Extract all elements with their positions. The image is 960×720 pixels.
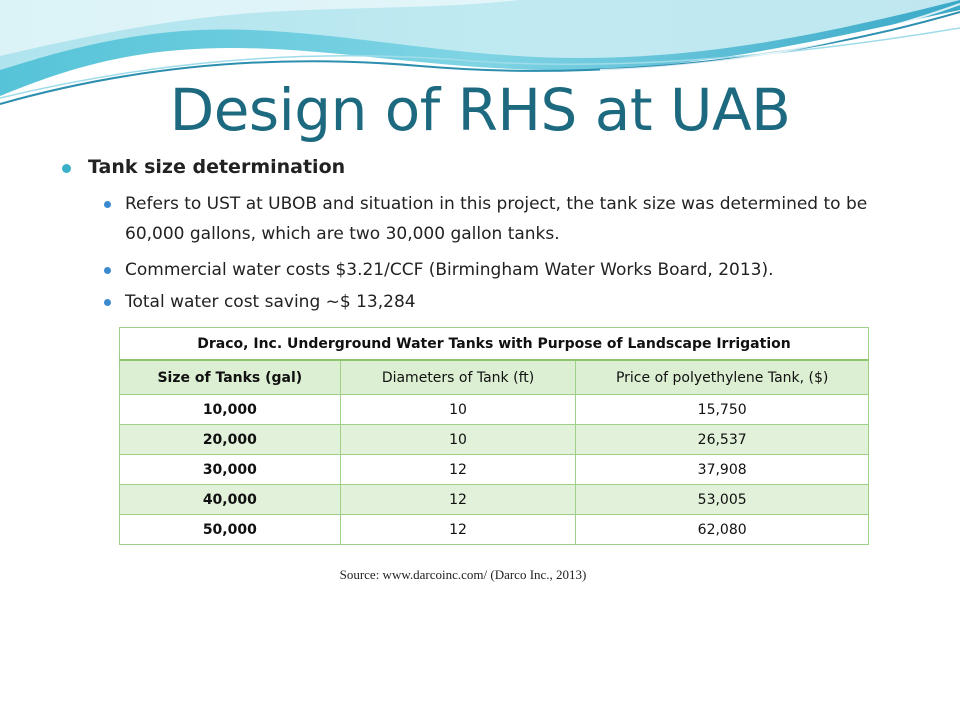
table-row	[120, 395, 869, 425]
cell-price: 62,080	[576, 515, 869, 545]
table-row	[120, 425, 869, 455]
slide-title: Design of RHS at UAB	[169, 76, 791, 144]
sub-bullet-3	[104, 287, 874, 317]
cell-price: 26,537	[576, 425, 869, 455]
cell-diameter: 10	[340, 425, 576, 455]
sub-bullet-dot-icon	[104, 299, 111, 306]
table-header-row	[120, 360, 869, 395]
cell-size: 10,000	[120, 395, 341, 425]
header-size: Size of Tanks (gal)	[120, 360, 341, 395]
table-row	[120, 515, 869, 545]
table-caption-row	[120, 328, 869, 361]
sub-bullet-text: Total water cost saving ~$ 13,284	[125, 292, 416, 312]
cell-size: 20,000	[120, 425, 341, 455]
cell-diameter: 10	[340, 395, 576, 425]
cell-price: 53,005	[576, 485, 869, 515]
bullet-dot-icon	[62, 164, 71, 173]
sub-bullet-1	[104, 189, 874, 249]
source-citation: Source: www.darcoinc.com/ (Darco Inc., 2013)	[339, 567, 587, 582]
header-price: Price of polyethylene Tank, ($)	[576, 360, 869, 395]
table-row	[120, 455, 869, 485]
cell-size: 30,000	[120, 455, 341, 485]
sub-bullet-dot-icon	[104, 267, 111, 274]
cell-price: 37,908	[576, 455, 869, 485]
bullet-tank-size	[62, 156, 345, 178]
cell-diameter: 12	[340, 485, 576, 515]
sub-bullet-2	[104, 255, 874, 285]
sub-bullet-dot-icon	[104, 201, 111, 208]
cell-diameter: 12	[340, 515, 576, 545]
cell-price: 15,750	[576, 395, 869, 425]
cell-diameter: 12	[340, 455, 576, 485]
bullet-text: Tank size determination	[88, 156, 346, 178]
table-caption: Draco, Inc. Underground Water Tanks with Purpose of Landscape Irrigation	[120, 328, 869, 361]
sub-bullet-text: Refers to UST at UBOB and situation in this project, the tank size was determined to be 60,000 gallons, which are two 30,000 gallon tanks.	[125, 194, 868, 244]
table-row	[120, 485, 869, 515]
header-diameter: Diameters of Tank (ft)	[340, 360, 576, 395]
tank-price-table	[119, 327, 869, 545]
cell-size: 50,000	[120, 515, 341, 545]
sub-bullet-text: Commercial water costs $3.21/CCF (Birmingham Water Works Board, 2013).	[125, 260, 774, 280]
cell-size: 40,000	[120, 485, 341, 515]
